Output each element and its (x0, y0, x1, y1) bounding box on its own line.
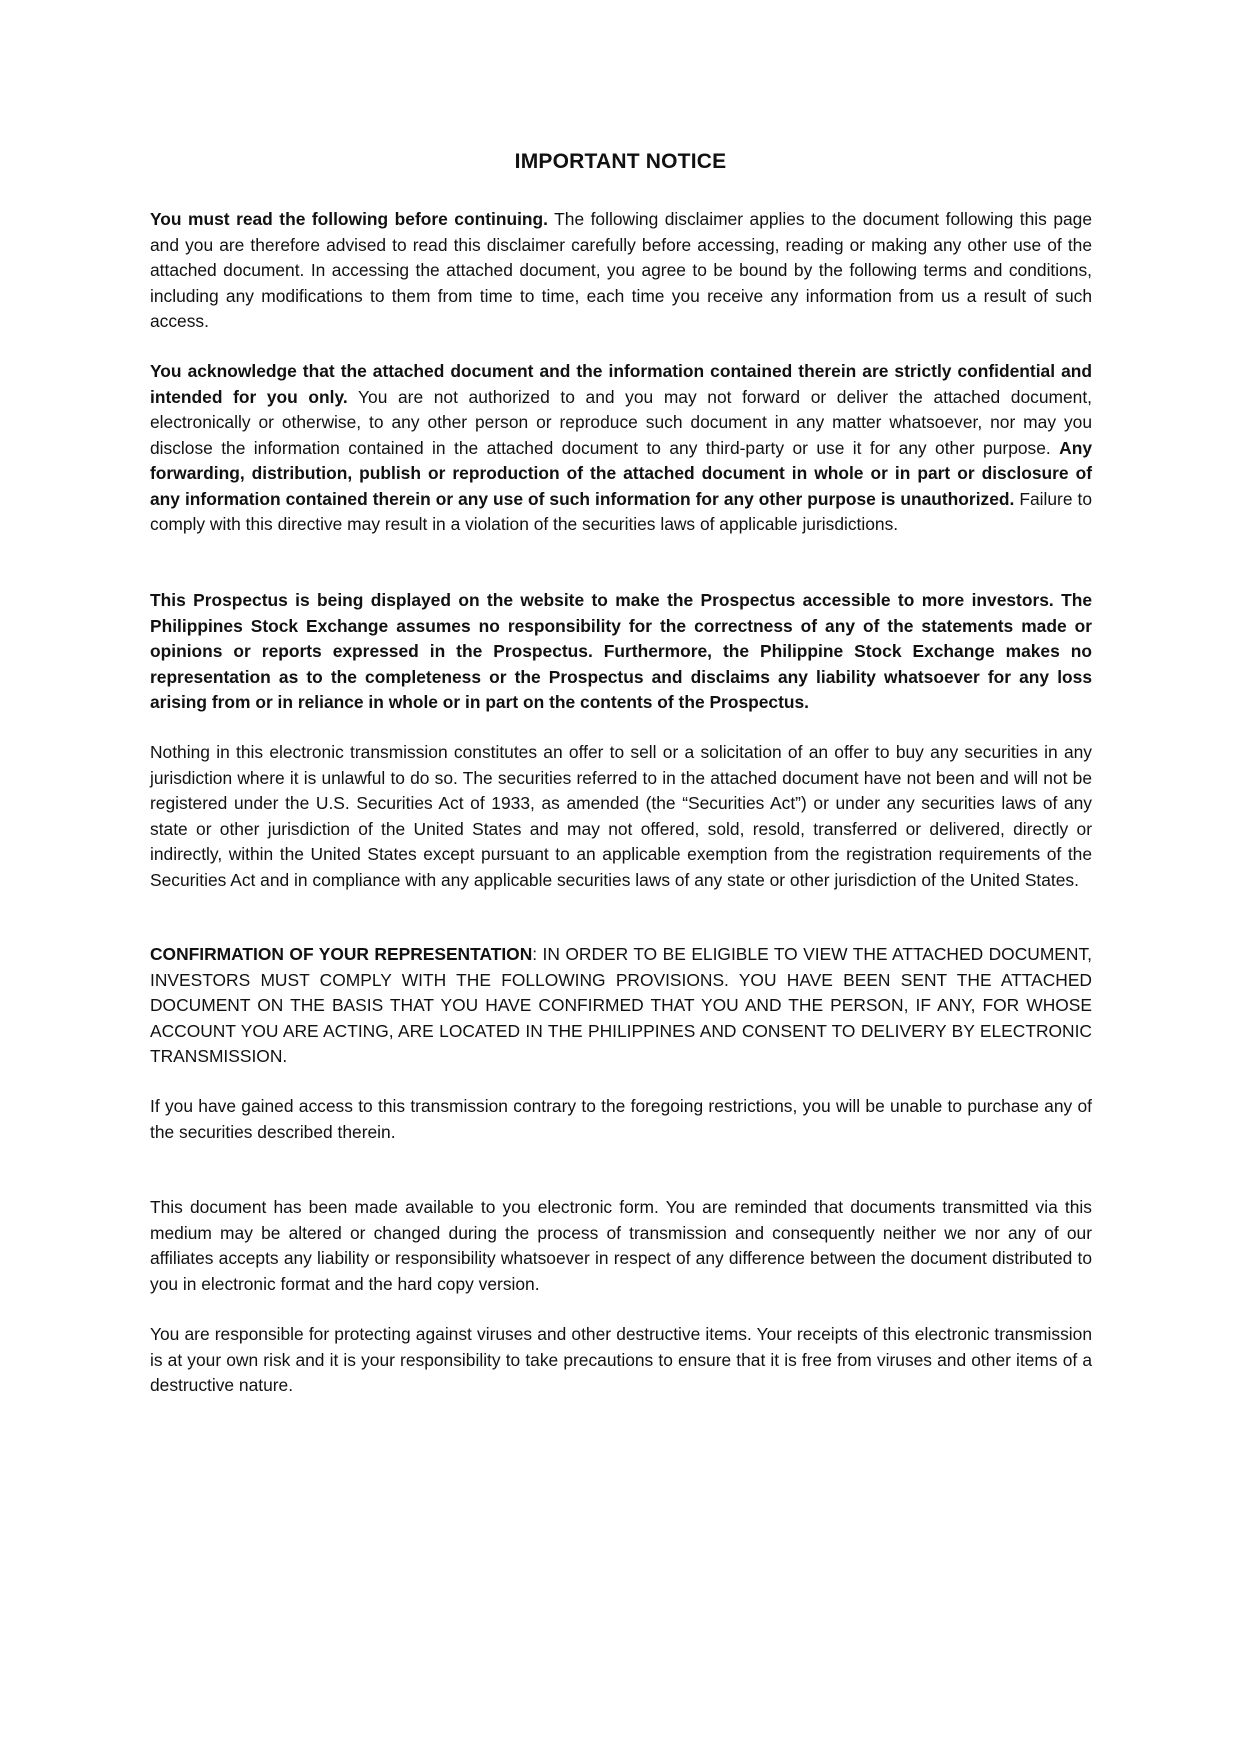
bold-lead-text: CONFIRMATION OF YOUR REPRESENTATION (150, 944, 533, 964)
paragraph-read-before-continuing (150, 207, 1092, 335)
paragraph-virus-responsibility (150, 1322, 1092, 1399)
body-text: Nothing in this electronic transmission constitutes an offer to sell or a solicitation of an offer to buy any securities in any jurisdiction where it is unlawful to do so. The securities referred to in the attached document have not been and will not be registered under the U.S. Securities Act of 1933, as amended (the “Securities Act”) or under any securities laws of any state or other jurisdiction of the United States and may not offered, sold, resold, transferred or delivered, directly or indirectly, within the United States except pursuant to an applicable exemption from the registration requirements of the Securities Act and in compliance with any applicable securities laws of any state or other jurisdiction of the United States. (150, 742, 1092, 890)
page-title: IMPORTANT NOTICE (514, 150, 727, 173)
paragraph-unable-to-purchase (150, 1094, 1092, 1145)
body-text: You are not authorized to and you may not forward or deliver the attached document, electronically or otherwise, to any other person or reproduce such document in any matter whatsoever, nor may you disclose the information contained in the attached document to any third-party or use it for any other purpose. (150, 386, 1092, 458)
body-text: : IN ORDER TO BE ELIGIBLE TO VIEW THE ATTACHED DOCUMENT, INVESTORS MUST COMPLY WITH THE FOLLOWING PROVISIONS. YOU HAVE BEEN SENT THE ATTACHED DOCUMENT ON THE BASIS THAT YOU HAVE CONFIRMED THAT YOU AND THE PERSON, IF ANY, FOR WHOSE ACCOUNT YOU ARE ACTING, ARE LOCATED IN THE PHILIPPINES AND CONSENT TO DELIVERY BY ELECTRONIC TRANSMISSION. (150, 944, 1092, 1066)
paragraph-prospectus-disclaimer (150, 588, 1092, 716)
body-text: The following disclaimer applies to the document following this page and you are therefore advised to read this disclaimer carefully before accessing, reading or making any other use of the attached document. In accessing the attached document, you agree to be bound by the following terms and conditions, including any modifications to them from time to time, each time you receive any information from us a result of such access. (150, 209, 1093, 331)
bold-text: Any forwarding, distribution, publish or reproduction of the attached document in whole or in part or disclosure of any information contained therein or any use of such information for any other purpose is unauthorized. (150, 437, 1092, 509)
bold-lead-text: You acknowledge that the attached document and the information contained therein are strictly confidential and intended for you only. (150, 361, 1092, 407)
paragraph-no-offer (150, 740, 1092, 893)
body-text: You are responsible for protecting against viruses and other destructive items. Your receipts of this electronic transmission is at your own risk and it is your responsibility to take precautions to ensure that it is free from viruses and other items of a destructive nature. (150, 1324, 1092, 1395)
paragraph-electronic-form (150, 1195, 1092, 1297)
body-text: This document has been made available to you electronic form. You are reminded that documents transmitted via this medium may be altered or changed during the process of transmission and consequently neither we nor any of our affiliates accepts any liability or responsibility whatsoever in respect of any difference between the document distributed to you in electronic format and the hard copy version. (150, 1197, 1092, 1294)
body-text: If you have gained access to this transmission contrary to the foregoing restrictions, you will be unable to purchase any of the securities described therein. (150, 1096, 1092, 1142)
body-text: Failure to comply with this directive may result in a violation of the securities laws of applicable jurisdictions. (150, 488, 1092, 534)
paragraph-confidentiality (150, 359, 1092, 538)
bold-text: This Prospectus is being displayed on the website to make the Prospectus accessible to more investors. The Philippines Stock Exchange assumes no responsibility for the correctness of any of the statements made or opinions or reports expressed in the Prospectus. Furthermore, the Philippine Stock Exchange makes no representation as to the completeness or the Prospectus and disclaims any liability whatsoever for any loss arising from or in reliance in whole or in part on the contents of the Prospectus. (150, 590, 1092, 712)
paragraph-confirmation-of-representation (150, 942, 1092, 1070)
bold-lead-text: You must read the following before continuing. (150, 209, 548, 229)
